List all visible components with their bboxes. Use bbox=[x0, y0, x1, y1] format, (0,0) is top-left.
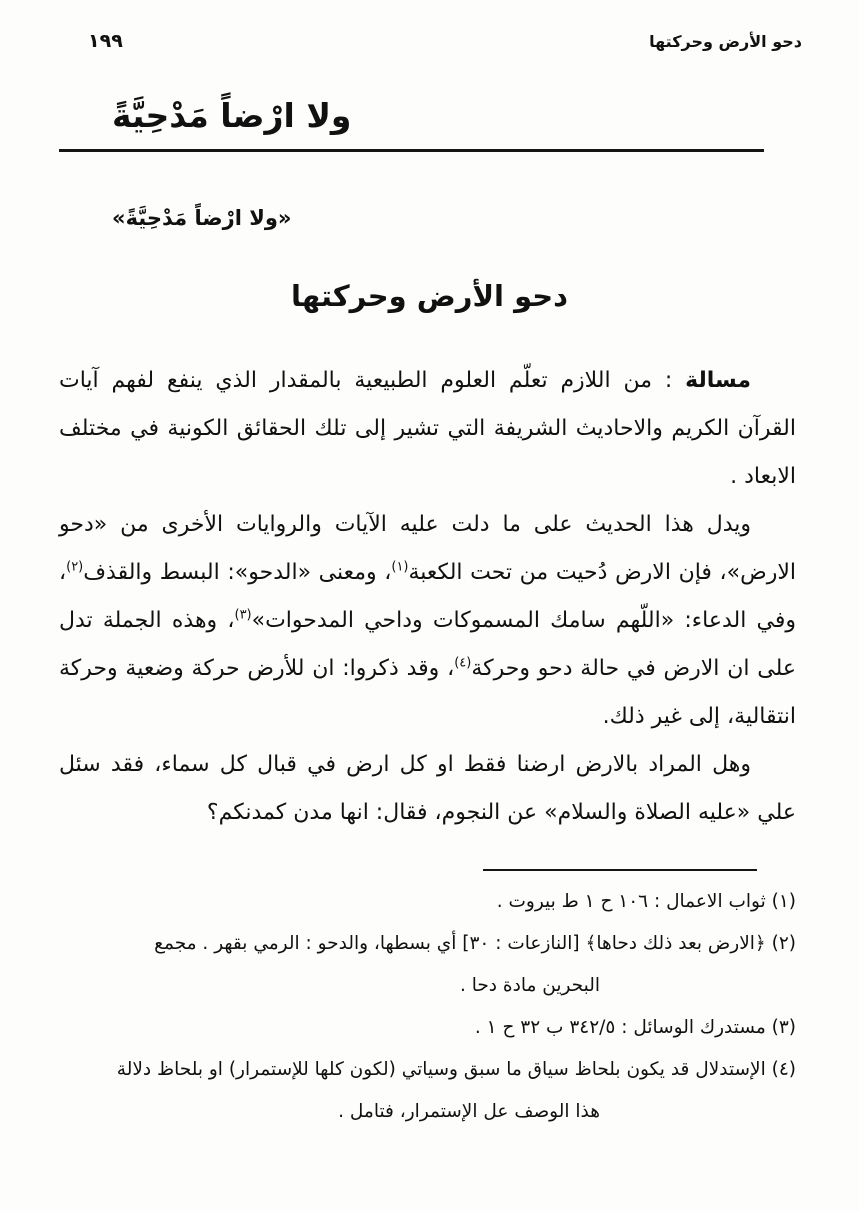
footnotes bbox=[59, 881, 796, 1133]
footnote bbox=[59, 923, 796, 1007]
footnote bbox=[59, 881, 796, 923]
body-text-segment: ، وقد ذكروا: ان للأرض حركة وضعية وحركة انتقالية، إلى غير ذلك. bbox=[59, 655, 796, 729]
body-text-segment: ، ومعنى «الدحو»: البسط والقذف bbox=[83, 559, 392, 585]
footnote-ref: (٢) bbox=[66, 559, 84, 575]
emphasis-text: مسالة bbox=[685, 367, 751, 393]
footnote-ref: (٤) bbox=[454, 655, 472, 671]
section-heading: دحو الأرض وحركتها bbox=[290, 278, 569, 313]
paragraph bbox=[59, 501, 796, 741]
body-text-segment: ، وفي الدعاء: «اللّهم سامك المسموكات وداحي المدحوات» bbox=[59, 559, 796, 633]
hadith-main-title bbox=[0, 94, 859, 139]
footnote-ref: (٣) bbox=[234, 607, 252, 623]
hadith-main-title-text: ولا ارْضاً مَدْحِيَّةً bbox=[112, 96, 352, 135]
footnote-line: البحرين مادة دحا . bbox=[459, 974, 600, 996]
footnote-ref: (١) bbox=[391, 559, 409, 575]
hadith-quote-text: «ولا ارْضاً مَدْحِيَّةً» bbox=[112, 205, 292, 230]
page-number: ١٩٩ bbox=[88, 30, 123, 52]
paragraph bbox=[59, 741, 796, 837]
footnote-line: هذا الوصف عل الإستمرار، فتامل . bbox=[338, 1100, 600, 1122]
hadith-quote-heading bbox=[0, 204, 859, 233]
body-text-segment: ، وهذه الجملة تدل على ان الارض في حالة دحو وحركة bbox=[59, 607, 797, 681]
paragraph bbox=[59, 357, 796, 501]
title-divider-rule bbox=[59, 149, 764, 152]
running-title: دحو الأرض وحركتها bbox=[649, 32, 802, 51]
footnote-separator bbox=[483, 869, 757, 871]
body-text-segment: : من اللازم تعلّم العلوم الطبيعية بالمقدار الذي ينفع لفهم آيات القرآن الكريم والاحاديث الشريفة التي تشير إلى تلك الحقائق الكونية في مختلف الابعاد . bbox=[59, 367, 796, 489]
body-text bbox=[59, 357, 796, 837]
footnote bbox=[59, 1049, 796, 1133]
footnote-line: (١) ثواب الاعمال : ١٠٦ ح ١ ط بيروت . bbox=[496, 890, 796, 912]
footnote bbox=[59, 1007, 796, 1049]
page-header bbox=[0, 0, 859, 52]
body-text-segment: وهل المراد بالارض ارضنا فقط او كل ارض في قبال كل سماء، فقد سئل علي «عليه الصلاة والسلام» عن النجوم، فقال: انها مدن كمدنكم؟ bbox=[59, 751, 796, 825]
footnote-line: (٣) مستدرك الوسائل : ٣٤٢/٥ ب ٣٢ ح ١ . bbox=[474, 1016, 796, 1038]
body-text-segment: ويدل هذا الحديث على ما دلت عليه الآيات والروايات الأخرى من «دحو الارض»، فإن الارض دُحيت من تحت الكعبة bbox=[59, 511, 796, 585]
footnote-line: (٢) ﴿الارض بعد ذلك دحاها﴾ [النازعات : ٣٠] أي بسطها، والدحو : الرمي بقهر . مجمع bbox=[154, 932, 796, 954]
footnote-line: (٤) الإستدلال قد يكون بلحاظ سياق ما سبق وسياتي (لكون كلها للإستمرار) او بلحاظ دلالة bbox=[116, 1058, 796, 1080]
